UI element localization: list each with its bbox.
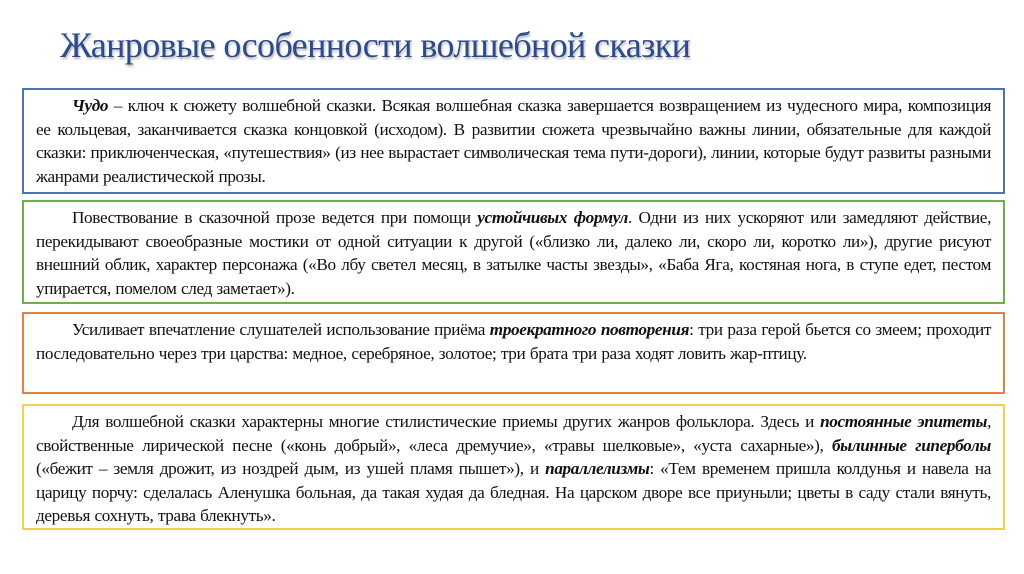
emphasis: параллелизмы [545,459,650,478]
text: : «Тем временем пришла колдунья и навела на царицу порчу: сделалась Аленушка больная, да такая худая да бледная. На царском дворе все приуныли; цветы в саду стали вянуть, деревья сохнуть, трава блекнуть». [36,459,991,525]
text: . Одни из них ускоряют или замедляют действие, перекидывают своеобразные мостики от одной ситуации к другой («близко ли, далеко ли, скоро ли, коротко ли»), другие рисуют внешний облик, характер персонажа («Во лбу светел месяц, в затылке часты звезды», «Баба Яга, костяная нога, в ступе едет, пестом упирается, помелом след заметает»). [36,208,992,298]
text: – ключ к сюжету волшебной сказки. Всякая волшебная сказка завершается возвращением из чудесного мира, композиция ее кольцевая, заканчивается сказка концовкой (исходом). В развитии сюжета чрезвычайно важны линии, обязательные для каждой сказки: приключенческая, «путешествия» (из нее вырастает символическая тема пути-дороги), линии, которые будут развиты разными жанрами реалистической прозы. [36,96,991,186]
text: Для волшебной сказки характерны многие стилистические приемы других жанров фольклора. Здесь и [72,412,821,431]
emphasis: Чудо [72,96,109,115]
emphasis: былинные гиперболы [831,435,991,455]
text-block-formulas [22,200,1005,304]
paragraph [36,410,991,528]
text-block-repetition [22,312,1005,394]
text-block-miracle [22,88,1005,194]
emphasis: устойчивых формул [477,208,628,227]
paragraph [36,206,991,300]
text: Повествование в сказочной прозе ведется при помощи [72,208,478,227]
paragraph [36,94,991,188]
text-block-stylistics [22,404,1005,530]
emphasis: троекратного повторения [489,320,690,339]
emphasis: постоянные эпитеты [820,412,988,431]
paragraph [36,318,991,365]
text: : три раза герой бьется со змеем; проходит последовательно через три царства: медное, серебряное, золотое; три брата три раза ходят ловить жар-птицу. [36,320,991,363]
slide-title: Жанровые особенности волшебной сказки [60,25,691,65]
text: Усиливает впечатление слушателей использование приёма [72,320,490,339]
text: («бежит – земля дрожит, из ноздрей дым, из ушей пламя пышет»), и [36,459,546,478]
text: , свойственные лирической песне («конь добрый», «леса дремучие», «травы шелковые», «уста сахарные»), [36,412,992,455]
